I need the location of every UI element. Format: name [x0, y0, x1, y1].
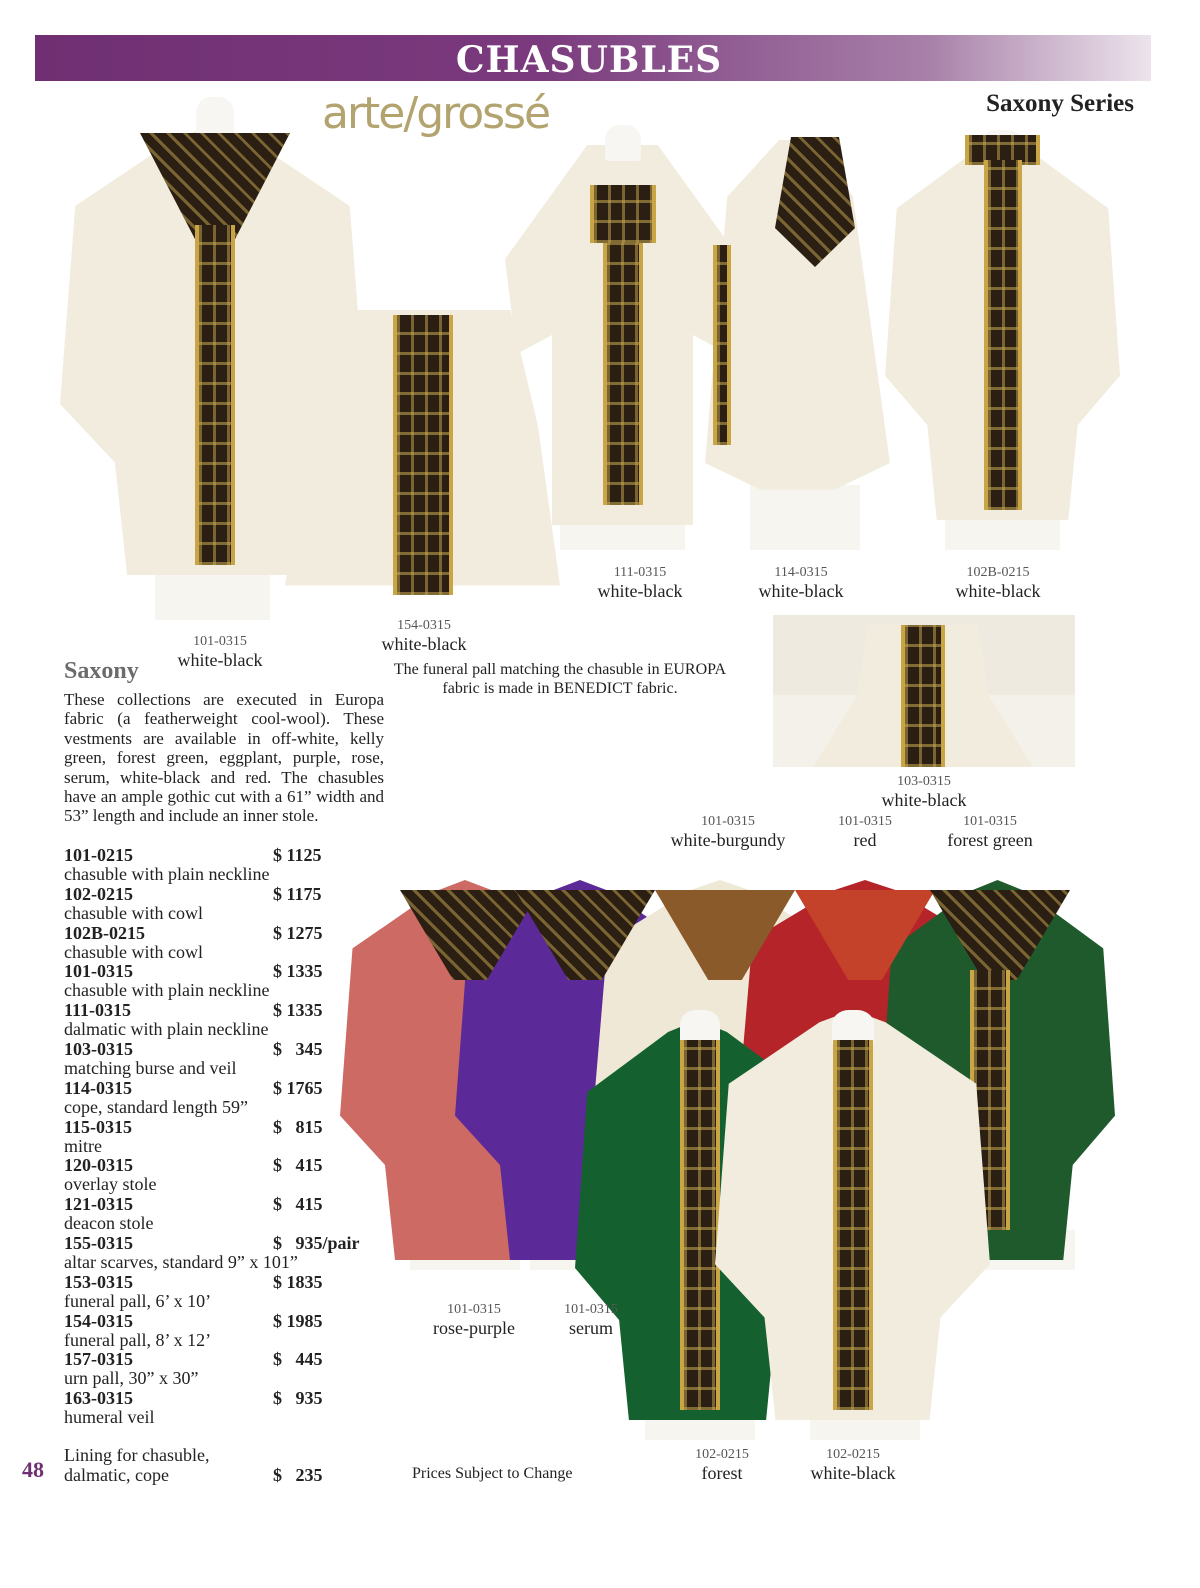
price-item: 163-0315 $ 935 humeral veil: [64, 1388, 323, 1428]
price-item: 153-0315 $ 1835 funeral pall, 6’ x 10’: [64, 1271, 323, 1311]
caption-101-0315-forest-green: 101-0315 forest green: [947, 814, 1033, 850]
lining-price-item: [64, 1445, 344, 1485]
caption-114-0315: 114-0315 white-black: [758, 565, 844, 601]
caption-101-0315-rose-purple: 101-0315 rose-purple: [433, 1302, 515, 1338]
section-title: Saxony: [64, 658, 139, 684]
price-item: 115-0315 $ 815 mitre: [64, 1116, 323, 1156]
price-item: 155-0315 $ 935/pair altar scarves, standard 9” x 101”: [64, 1232, 360, 1272]
photo-chasuble-group: [340, 860, 1115, 1450]
caption-101-0315-red: 101-0315 red: [838, 814, 892, 850]
photo-cope-114-0315: [705, 125, 890, 555]
page-title: CHASUBLES: [455, 39, 723, 81]
funeral-pall-note: The funeral pall matching the chasuble in EUROPA fabric is made in BENEDICT fabric.: [393, 661, 727, 697]
lining-price: $ 235: [273, 1465, 323, 1485]
caption-102B-0215: 102B-0215 white-black: [955, 565, 1041, 601]
price-item: 111-0315 $ 1335 dalmatic with plain neckline: [64, 1000, 323, 1040]
price-item: 101-0215 $ 1125 chasuble with plain neckline: [64, 845, 322, 884]
brand-logo: arte/grossé: [322, 88, 550, 139]
series-title: Saxony Series: [986, 90, 1134, 117]
caption-102-0215-forest: 102-0215 forest: [695, 1447, 749, 1483]
photo-burse-veil-103-0315: [773, 615, 1075, 767]
price-item: 102B-0215 $ 1275 chasuble with cowl: [64, 922, 323, 962]
price-item: 120-0315 $ 415 overlay stole: [64, 1155, 323, 1195]
prices-disclaimer: Prices Subject to Change: [412, 1465, 573, 1482]
caption-101-0315-serum: 101-0315 serum: [564, 1302, 618, 1338]
caption-101-0315-white-black: 101-0315 white-black: [177, 634, 263, 670]
price-item: 154-0315 $ 1985 funeral pall, 8’ x 12’: [64, 1310, 323, 1350]
price-list: [64, 845, 384, 1427]
price-item: 101-0315 $ 1335 chasuble with plain neckline: [64, 961, 323, 1001]
header-bar: [35, 35, 1151, 81]
price-item: 121-0315 $ 415 deacon stole: [64, 1194, 323, 1234]
caption-154-0315: 154-0315 white-black: [381, 618, 467, 654]
caption-102-0215-white-black: 102-0215 white-black: [810, 1447, 896, 1483]
caption-101-0315-white-burgundy: 101-0315 white-burgundy: [670, 814, 786, 850]
page-number: 48: [22, 1457, 44, 1482]
price-item: 114-0315 $ 1765 cope, standard length 59”: [64, 1077, 323, 1117]
caption-111-0315: 111-0315 white-black: [597, 565, 683, 601]
photo-chasuble-102B-0215: [885, 130, 1120, 555]
price-item: 103-0315 $ 345 matching burse and veil: [64, 1038, 323, 1078]
section-description: These collections are executed in Europa fabric (a featherweight cool-wool). These vestments are available in off-white, kelly green, forest green, eggplant, purple, rose, serum, white-black and red. The chasubles have an ample gothic cut with a 61” width and 53” length and include an inner stole.: [64, 690, 384, 826]
price-item: 157-0315 $ 445 urn pall, 30” x 30”: [64, 1349, 323, 1389]
caption-103-0315: 103-0315 white-black: [881, 774, 967, 810]
price-item: 102-0215 $ 1175 chasuble with cowl: [64, 883, 322, 923]
lining-description: Lining for chasuble, dalmatic, cope: [64, 1445, 210, 1485]
